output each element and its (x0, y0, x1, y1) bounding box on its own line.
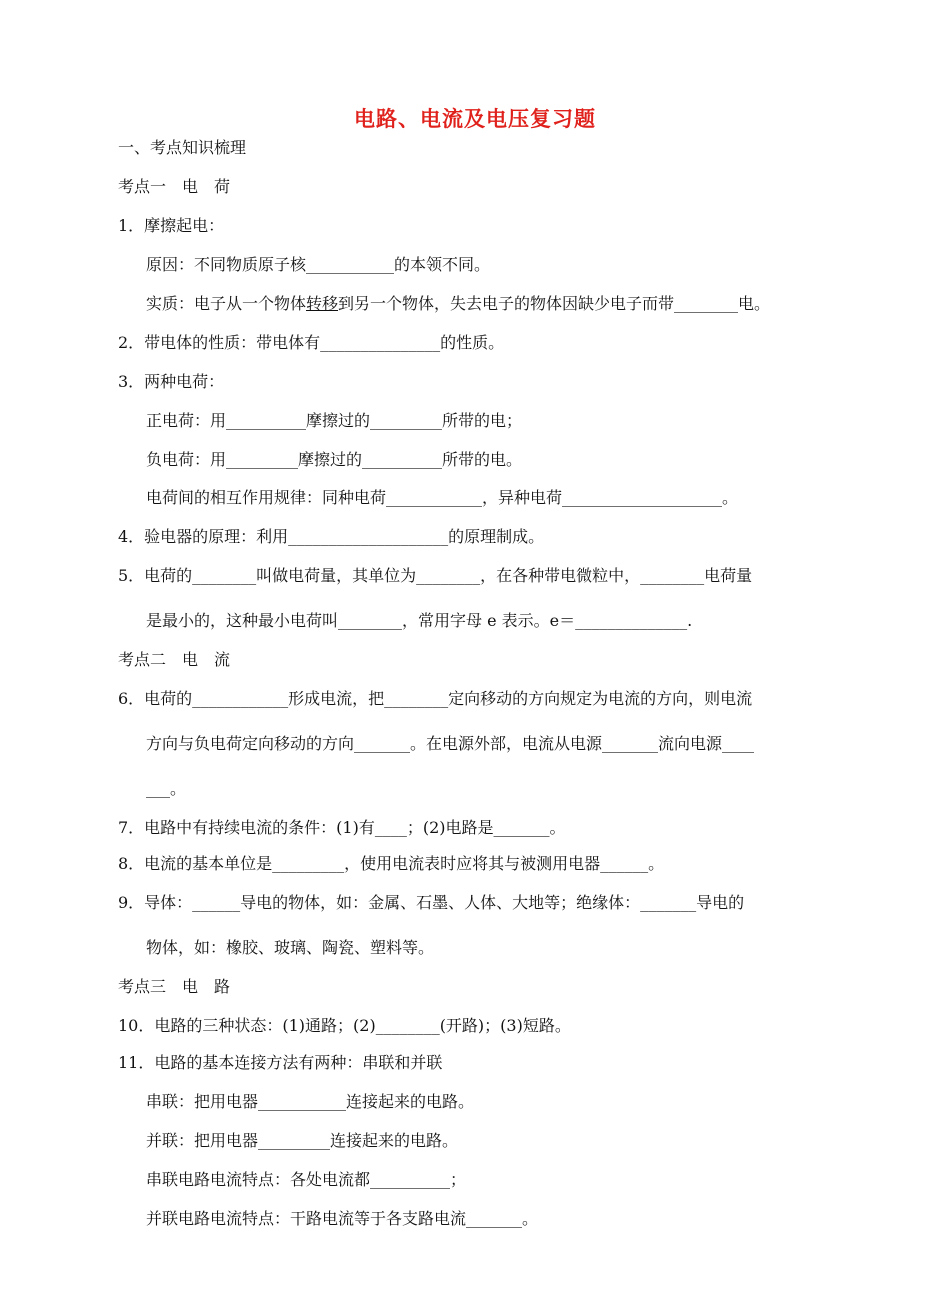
text-line: 6．电荷的____________形成电流，把________定向移动的方向规定为电流的方向，则电流 (118, 689, 753, 708)
text-segment: 到另一个物体，失去电子的物体因缺少电子而带________电。 (338, 294, 771, 313)
text-line: 串联电路电流特点：各处电流都__________； (146, 1170, 467, 1189)
text-line: 原因：不同物质原子核___________的本领不同。 (146, 255, 491, 274)
text-line: 8．电流的基本单位是_________，使用电流表时应将其与被测用电器______。 (118, 854, 665, 873)
text-line: 考点三 电 路 (118, 977, 231, 996)
text-line: 串联：把用电器___________连接起来的电路。 (146, 1092, 475, 1111)
text-line: 7．电路中有持续电流的条件：(1)有____；(2)电路是_______。 (118, 818, 566, 837)
text-line: 一、考点知识梳理 (118, 138, 247, 157)
text-line: ___。 (146, 779, 187, 798)
text-line: 考点一 电 荷 (118, 177, 231, 196)
text-line: 2．带电体的性质：带电体有_______________的性质。 (118, 333, 505, 352)
text-line: 是最小的，这种最小电荷叫________，常用字母 e 表示。e＝______________. (146, 611, 693, 630)
text-segment: 实质：电子从一个物体 (146, 294, 307, 313)
text-line (146, 293, 770, 315)
underlined-word: 转移 (306, 294, 339, 313)
text-line: 并联电路电流特点：干路电流等于各支路电流_______。 (146, 1209, 539, 1228)
text-line: 5．电荷的________叫做电荷量，其单位为________，在各种带电微粒中，________电荷量 (118, 566, 753, 585)
text-line: 电荷间的相互作用规律：同种电荷____________，异种电荷____________________。 (146, 488, 739, 507)
text-line: 1．摩擦起电： (118, 216, 225, 235)
text-line: 并联：把用电器_________连接起来的电路。 (146, 1131, 459, 1150)
text-line: 方向与负电荷定向移动的方向_______。在电源外部，电流从电源_______流向电源____ (146, 734, 755, 753)
text-line: 4．验电器的原理：利用____________________的原理制成。 (118, 527, 545, 546)
text-line: 10．电路的三种状态：(1)通路；(2)________(开路)；(3)短路。 (118, 1016, 571, 1035)
document-title: 电路、电流及电压复习题 (354, 106, 596, 131)
text-line: 正电荷：用__________摩擦过的_________所带的电； (146, 411, 523, 430)
text-line: 9．导体：______导电的物体，如：金属、石墨、人体、大地等；绝缘体：_______导电的 (118, 893, 745, 912)
text-line: 考点二 电 流 (118, 650, 231, 669)
text-line: 物体，如：橡胶、玻璃、陶瓷、塑料等。 (146, 938, 435, 957)
text-line: 11．电路的基本连接方法有两种：串联和并联 (118, 1053, 443, 1072)
text-line: 3．两种电荷： (118, 372, 225, 391)
text-line: 负电荷：用_________摩擦过的__________所带的电。 (146, 450, 523, 469)
